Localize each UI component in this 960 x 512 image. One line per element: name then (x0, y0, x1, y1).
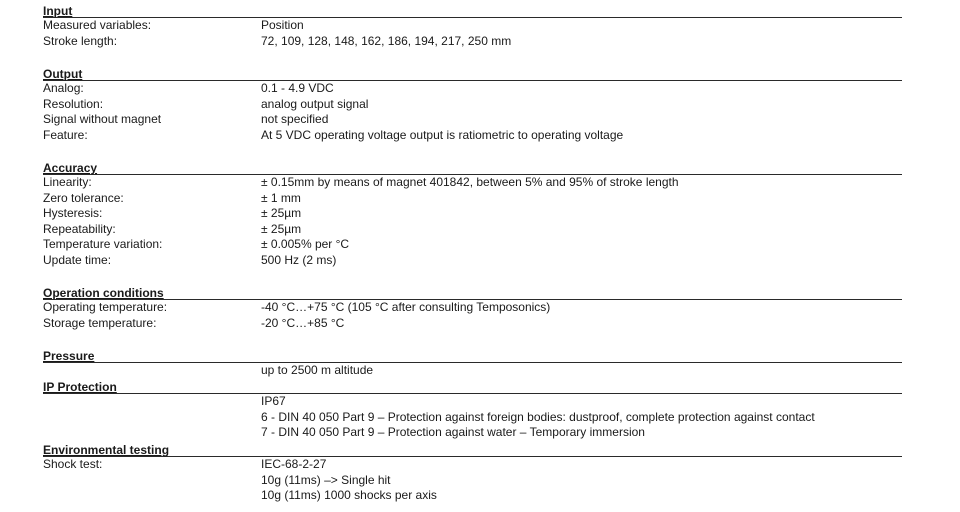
spec-value: 72, 109, 128, 148, 162, 186, 194, 217, 250 mm (261, 33, 512, 48)
section-title: Environmental testing (43, 443, 170, 457)
spec-row (43, 473, 902, 489)
spec-row (43, 394, 902, 410)
spec-row (43, 253, 902, 269)
spec-value: 10g (11ms) 1000 shocks per axis (261, 488, 437, 503)
spec-value: ± 0.15mm by means of magnet 401842, between 5% and 95% of stroke length (261, 175, 679, 189)
spec-row (43, 97, 902, 113)
section-header (43, 2, 902, 18)
spec-value: 0.1 - 4.9 VDC (261, 81, 334, 95)
spec-row (43, 112, 902, 128)
spec-label: Linearity: (43, 175, 92, 189)
spec-label: Zero tolerance: (43, 190, 124, 205)
spec-value: 500 Hz (2 ms) (261, 252, 337, 267)
section-title: Operation conditions (43, 286, 164, 300)
spec-value: Position (261, 18, 304, 32)
spec-row (43, 410, 902, 426)
section-title: Input (43, 4, 73, 18)
spec-label: Signal without magnet (43, 112, 162, 127)
spec-row (43, 18, 902, 34)
spec-row (43, 363, 902, 379)
spec-value: 7 - DIN 40 050 Part 9 – Protection against water – Temporary immersion (261, 425, 645, 440)
spec-row (43, 237, 902, 253)
spec-label: Temperature variation: (43, 237, 163, 252)
spec-row (43, 316, 902, 332)
spec-row (43, 34, 902, 50)
section-operation-conditions (43, 284, 902, 331)
spec-value: ± 25µm (261, 221, 302, 236)
section-output (43, 65, 902, 143)
spec-row (43, 128, 902, 144)
spec-label: Update time: (43, 252, 112, 267)
spec-value: ± 25µm (261, 206, 302, 221)
section-input (43, 2, 902, 49)
spec-label: Feature: (43, 127, 88, 142)
section-title: Accuracy (43, 161, 98, 175)
spec-label: Storage temperature: (43, 315, 157, 330)
spec-value: 6 - DIN 40 050 Part 9 – Protection against foreign bodies: dustproof, complete protection against contact (261, 409, 815, 424)
spec-row (43, 222, 902, 238)
section-header (43, 284, 902, 300)
spec-value: ± 1 mm (261, 190, 301, 205)
spec-value: -40 °C…+75 °C (105 °C after consulting Temposonics) (261, 300, 551, 314)
spec-label: Operating temperature: (43, 300, 168, 314)
spec-value: 10g (11ms) –> Single hit (261, 472, 391, 487)
spec-label: Stroke length: (43, 33, 118, 48)
section-title: Output (43, 67, 83, 81)
section-environmental-testing (43, 441, 902, 504)
section-accuracy (43, 159, 902, 269)
spec-label: Resolution: (43, 96, 104, 111)
section-title: Pressure (43, 349, 95, 363)
section-header (43, 441, 902, 457)
section-title: IP Protection (43, 380, 117, 394)
spec-value: At 5 VDC operating voltage output is ratiometric to operating voltage (261, 127, 624, 142)
spec-value: up to 2500 m altitude (261, 363, 374, 377)
spec-value: analog output signal (261, 96, 369, 111)
spec-row (43, 175, 902, 191)
spec-row (43, 457, 902, 473)
spec-row (43, 488, 902, 504)
spec-row (43, 206, 902, 222)
section-header (43, 347, 902, 363)
spec-value: -20 °C…+85 °C (261, 315, 345, 330)
spec-label: Repeatability: (43, 221, 116, 236)
spec-label: Measured variables: (43, 18, 152, 32)
spec-row (43, 81, 902, 97)
spec-label: Shock test: (43, 457, 103, 471)
section-ip-protection (43, 378, 902, 441)
section-header (43, 159, 902, 175)
spec-label: Analog: (43, 81, 84, 95)
section-header (43, 65, 902, 81)
spec-label: Hysteresis: (43, 206, 103, 221)
spec-value: ± 0.005% per °C (261, 237, 350, 252)
spec-value: not specified (261, 112, 329, 127)
section-header (43, 378, 902, 394)
spec-value: IEC-68-2-27 (261, 457, 327, 471)
spec-row (43, 425, 902, 441)
spec-row (43, 191, 902, 207)
section-pressure (43, 347, 902, 379)
spec-value: IP67 (261, 394, 286, 408)
spec-row (43, 300, 902, 316)
